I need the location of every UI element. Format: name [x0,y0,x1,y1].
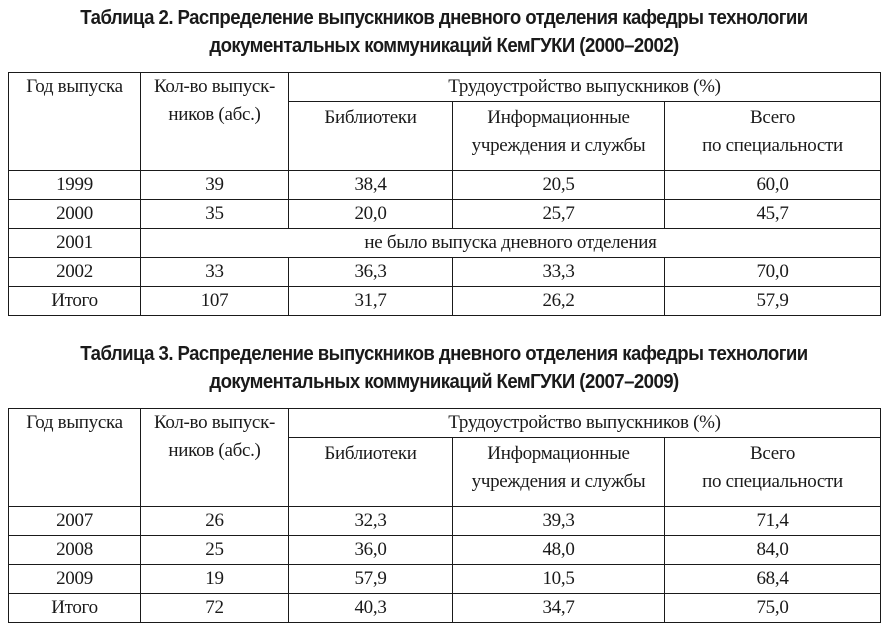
total-cell: 68,4 [665,565,881,594]
libraries-cell: 40,3 [289,594,453,623]
count-cell: 33 [141,258,289,287]
total-cell: 60,0 [665,171,881,200]
table-row [9,565,881,594]
table-3-count-header [141,409,289,507]
table-3-caption [31,340,857,396]
table-3 [8,408,881,623]
table-2-info-header-line-1: Информационные [487,107,630,128]
libraries-cell: 20,0 [289,200,453,229]
table-2-count-header-line-1: Кол-во выпуск- [153,76,276,97]
total-cell: 84,0 [665,536,881,565]
table-3-libraries-header: Библиотеки [289,438,453,507]
table-2-total-header-line-1: Всего [749,107,796,128]
table-row [9,200,881,229]
table-2-header-row-1 [9,73,881,102]
year-cell: 2009 [9,565,141,594]
year-cell: 2001 [9,229,141,258]
table-3-count-header-line-1: Кол-во выпуск- [153,412,276,433]
year-cell: Итого [9,287,141,316]
table-total-row [9,594,881,623]
no-graduation-note: не было выпуска дневного отделения [141,229,881,258]
table-row [9,536,881,565]
table-2-total-header [665,102,881,171]
count-cell: 39 [141,171,289,200]
total-cell: 71,4 [665,507,881,536]
year-cell: 2008 [9,536,141,565]
count-cell: 72 [141,594,289,623]
libraries-cell: 36,3 [289,258,453,287]
table-2-count-header [141,73,289,171]
year-cell: 2007 [9,507,141,536]
info-cell: 10,5 [453,565,665,594]
table-3-total-header-line-2: по специальности [702,471,843,492]
table-3-caption-line-1: Таблица 3. Распределение выпускников дневного отделения кафедры технологии [80,343,808,365]
table-2-count-header-line-2: ников (абс.) [168,104,261,125]
table-2-info-header-line-2: учреждения и службы [471,135,646,156]
count-cell: 25 [141,536,289,565]
table-total-row [9,287,881,316]
info-cell: 33,3 [453,258,665,287]
table-row [9,229,881,258]
info-cell: 48,0 [453,536,665,565]
info-cell: 34,7 [453,594,665,623]
table-2-year-header: Год выпуска [9,73,141,171]
table-row [9,507,881,536]
libraries-cell: 57,9 [289,565,453,594]
table-row [9,171,881,200]
table-3-total-header-line-1: Всего [749,443,796,464]
table-2-caption-line-2: документальных коммуникаций КемГУКИ (2000–2002) [209,35,679,57]
libraries-cell: 36,0 [289,536,453,565]
table-2-caption-line-1: Таблица 2. Распределение выпускников дневного отделения кафедры технологии [80,7,808,29]
libraries-cell: 32,3 [289,507,453,536]
count-cell: 19 [141,565,289,594]
table-3-employment-header: Трудоустройство выпускников (%) [289,409,881,438]
table-2-employment-header: Трудоустройство выпускников (%) [289,73,881,102]
year-cell: 2000 [9,200,141,229]
info-cell: 39,3 [453,507,665,536]
libraries-cell: 31,7 [289,287,453,316]
table-2-libraries-header: Библиотеки [289,102,453,171]
table-3-info-header-line-2: учреждения и службы [471,471,646,492]
count-cell: 107 [141,287,289,316]
year-cell: 1999 [9,171,141,200]
table-3-count-header-line-2: ников (абс.) [168,440,261,461]
table-3-year-header: Год выпуска [9,409,141,507]
year-cell: Итого [9,594,141,623]
count-cell: 26 [141,507,289,536]
info-cell: 25,7 [453,200,665,229]
table-2-total-header-line-2: по специальности [702,135,843,156]
table-3-info-header-line-1: Информационные [487,443,630,464]
table-3-info-header [453,438,665,507]
table-3-caption-line-2: документальных коммуникаций КемГУКИ (2007–2009) [209,371,679,393]
total-cell: 75,0 [665,594,881,623]
table-3-header-row-1 [9,409,881,438]
table-3-total-header [665,438,881,507]
year-cell: 2002 [9,258,141,287]
libraries-cell: 38,4 [289,171,453,200]
total-cell: 70,0 [665,258,881,287]
info-cell: 20,5 [453,171,665,200]
table-2 [8,72,881,316]
total-cell: 57,9 [665,287,881,316]
table-row [9,258,881,287]
table-2-info-header [453,102,665,171]
total-cell: 45,7 [665,200,881,229]
table-2-caption [31,4,857,60]
info-cell: 26,2 [453,287,665,316]
count-cell: 35 [141,200,289,229]
